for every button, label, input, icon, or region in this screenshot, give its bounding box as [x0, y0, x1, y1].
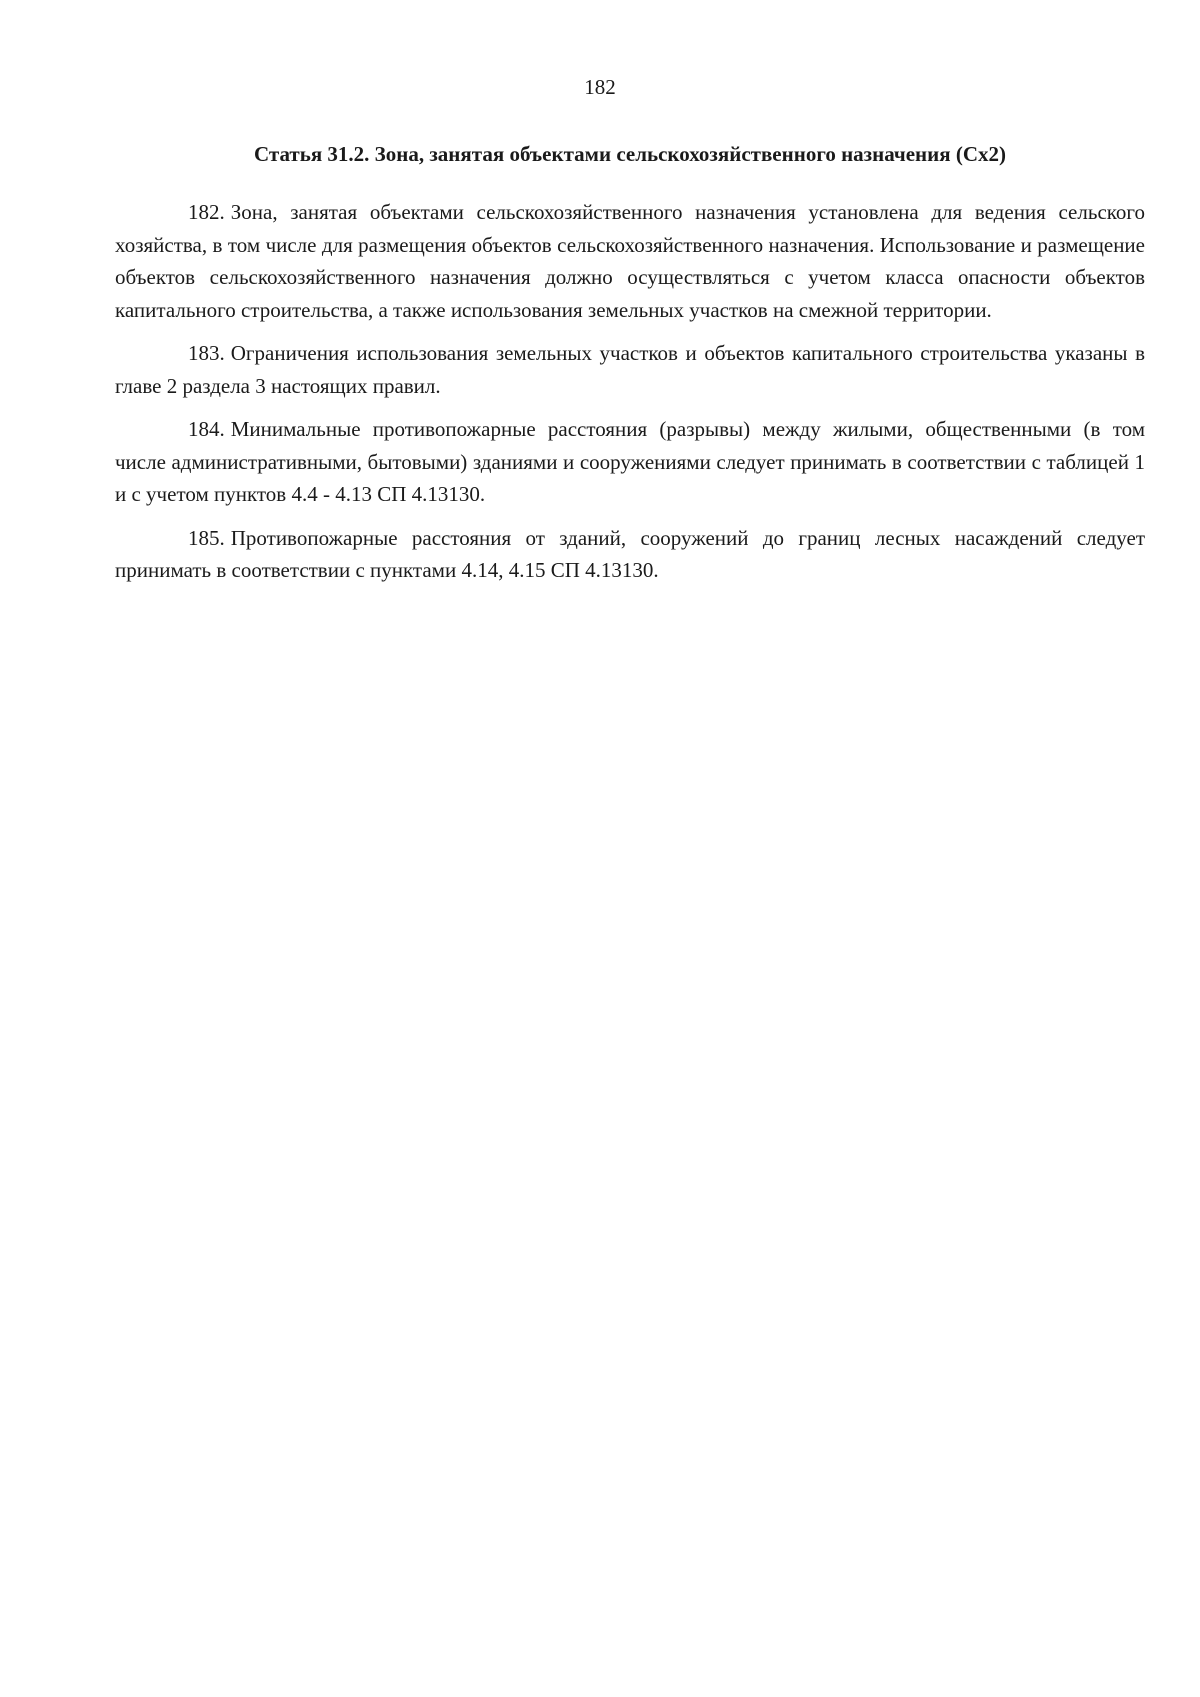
- paragraph-text: Зона, занятая объектами сельскохозяйственного назначения установлена для ведения сельского хозяйства, в том числе для размещения объектов сельскохозяйственного назначения. Использование и размещение объектов сельскохозяйственного назначения должно осуществляться с учетом класса опасности объектов капитального строительства, а также использования земельных участков на смежной территории.: [115, 200, 1145, 322]
- paragraph-text: Минимальные противопожарные расстояния (разрывы) между жилыми, общественными (в том числе административными, бытовыми) зданиями и сооружениями следует принимать в соответствии с таблицей 1 и с учетом пунктов 4.4 - 4.13 СП 4.13130.: [115, 417, 1145, 506]
- paragraph-185: [115, 522, 1145, 587]
- article-title: Статья 31.2. Зона, занятая объектами сельскохозяйственного назначения (Сх2): [253, 142, 1007, 166]
- paragraph-183: [115, 337, 1145, 402]
- paragraph-text: Противопожарные расстояния от зданий, сооружений до границ лесных насаждений следует принимать в соответствии с пунктами 4.14, 4.15 СП 4.13130.: [115, 525, 1145, 582]
- paragraph-number: 184.: [188, 417, 225, 441]
- paragraph-184: [115, 413, 1145, 511]
- article-body: [115, 196, 1145, 598]
- paragraph-number: 183.: [188, 341, 225, 365]
- paragraph-text: Ограничения использования земельных участков и объектов капитального строительства указаны в главе 2 раздела 3 настоящих правил.: [115, 341, 1145, 398]
- page-number: 182: [584, 75, 616, 99]
- paragraph-number: 185.: [188, 525, 225, 550]
- paragraph-number: 182.: [188, 200, 225, 224]
- paragraph-182: [115, 196, 1145, 326]
